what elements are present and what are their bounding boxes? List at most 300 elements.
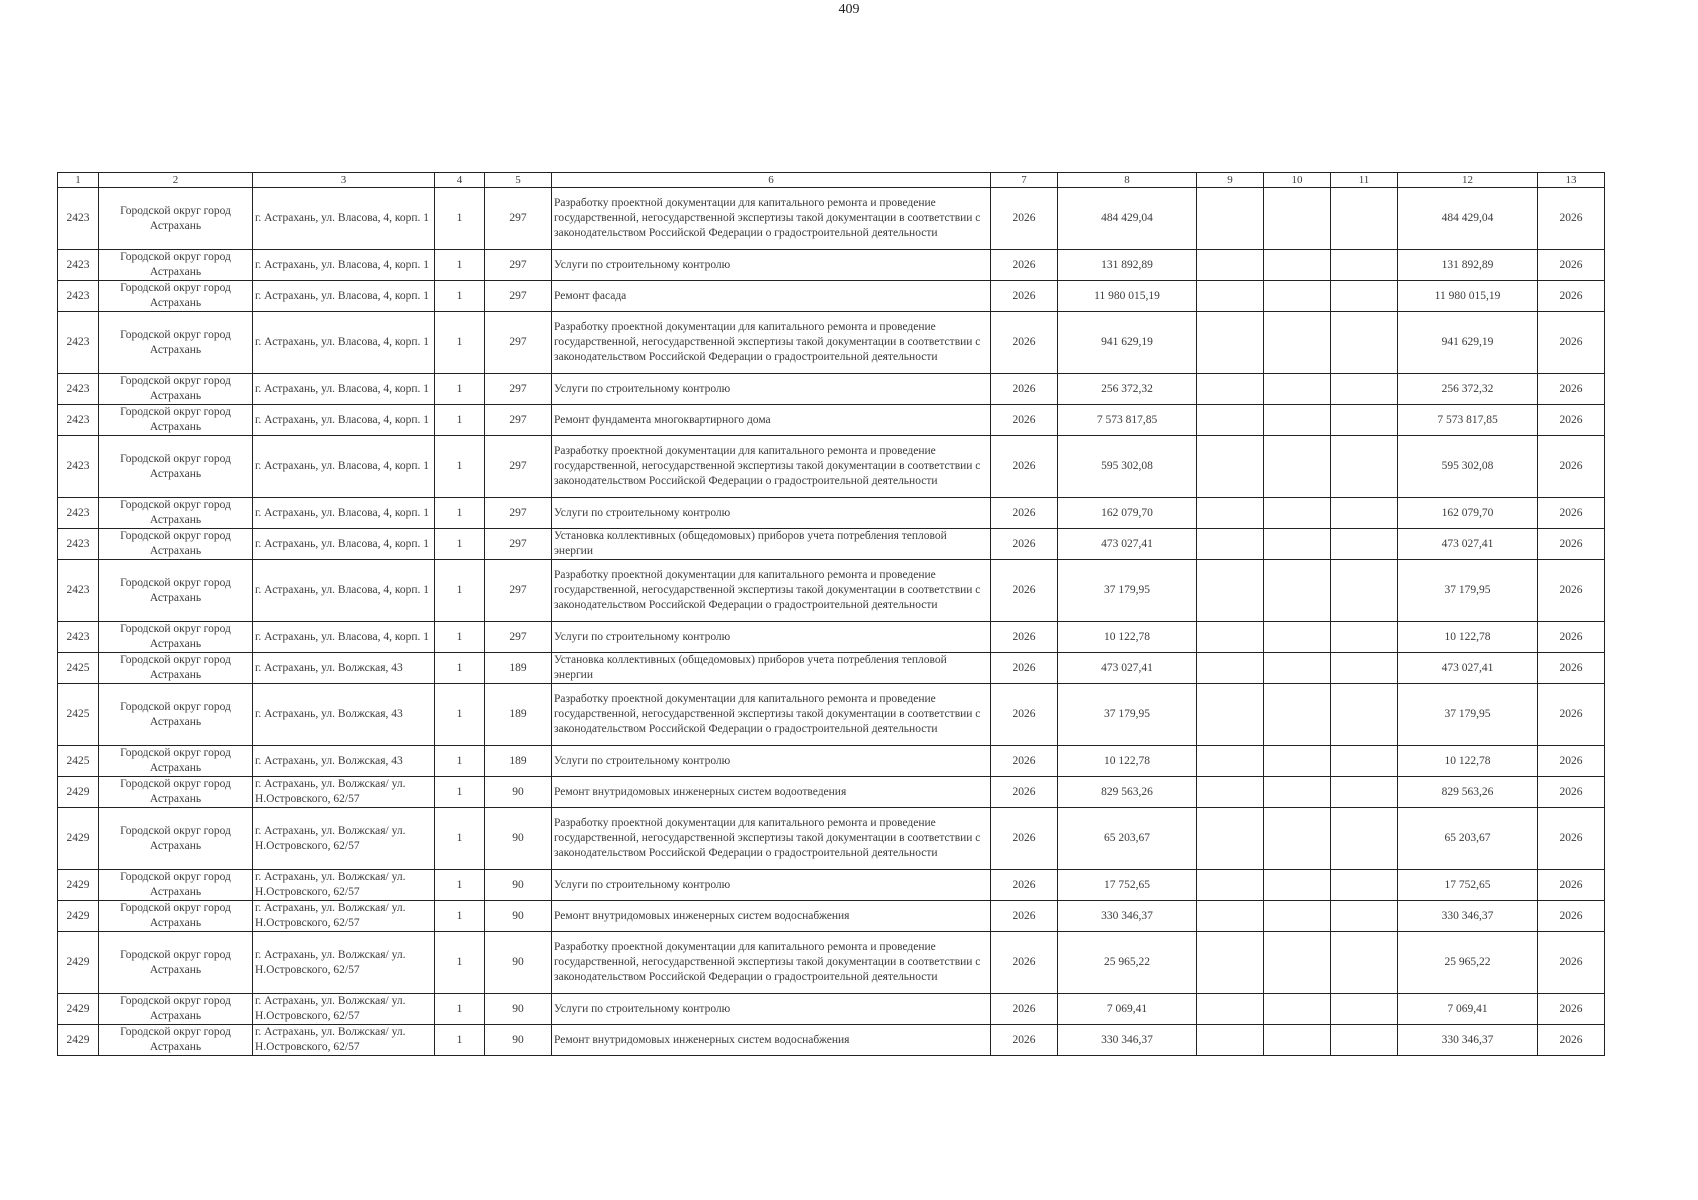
flag-cell: 1 — [435, 932, 485, 994]
year-cell: 2026 — [991, 653, 1058, 684]
col-10-cell — [1264, 374, 1331, 405]
table-row — [58, 994, 1605, 1025]
year-cell: 2026 — [991, 870, 1058, 901]
row-number-cell: 2423 — [58, 436, 99, 498]
col-10-cell — [1264, 808, 1331, 870]
municipality-cell: Городской округ город Астрахань — [99, 436, 253, 498]
work-type-cell: Разработку проектной документации для капитального ремонта и проведение государственной, негосударственной экспертизы такой документации в соответствии с законодательством Российской Федерации о градостроительной деятельности — [552, 808, 991, 870]
count-cell: 297 — [485, 374, 552, 405]
municipality-cell: Городской округ город Астрахань — [99, 870, 253, 901]
col-11-cell — [1331, 529, 1398, 560]
total-cost-cell: 7 069,41 — [1398, 994, 1538, 1025]
total-cost-cell: 162 079,70 — [1398, 498, 1538, 529]
address-cell: г. Астрахань, ул. Власова, 4, корп. 1 — [253, 560, 435, 622]
col-9-cell — [1197, 994, 1264, 1025]
work-type-cell: Ремонт внутридомовых инженерных систем водоснабжения — [552, 901, 991, 932]
completion-year-cell: 2026 — [1538, 684, 1605, 746]
col-11-cell — [1331, 560, 1398, 622]
completion-year-cell: 2026 — [1538, 312, 1605, 374]
col-9-cell — [1197, 777, 1264, 808]
table-row — [58, 870, 1605, 901]
municipality-cell: Городской округ город Астрахань — [99, 405, 253, 436]
col-11-cell — [1331, 188, 1398, 250]
count-cell: 297 — [485, 560, 552, 622]
table-body — [58, 188, 1605, 1056]
col-11-cell — [1331, 1025, 1398, 1056]
municipality-cell: Городской округ город Астрахань — [99, 560, 253, 622]
address-cell: г. Астрахань, ул. Волжская, 43 — [253, 653, 435, 684]
count-cell: 189 — [485, 653, 552, 684]
work-type-cell: Услуги по строительному контролю — [552, 622, 991, 653]
total-cost-cell: 7 573 817,85 — [1398, 405, 1538, 436]
count-cell: 90 — [485, 870, 552, 901]
year-cell: 2026 — [991, 436, 1058, 498]
address-cell: г. Астрахань, ул. Волжская/ ул. Н.Островского, 62/57 — [253, 808, 435, 870]
flag-cell: 1 — [435, 777, 485, 808]
cost-cell: 7 069,41 — [1058, 994, 1197, 1025]
table-header — [58, 173, 1605, 188]
work-type-cell: Разработку проектной документации для капитального ремонта и проведение государственной, негосударственной экспертизы такой документации в соответствии с законодательством Российской Федерации о градостроительной деятельности — [552, 188, 991, 250]
address-cell: г. Астрахань, ул. Власова, 4, корп. 1 — [253, 498, 435, 529]
col-10-cell — [1264, 281, 1331, 312]
row-number-cell: 2423 — [58, 529, 99, 560]
total-cost-cell: 37 179,95 — [1398, 684, 1538, 746]
completion-year-cell: 2026 — [1538, 281, 1605, 312]
year-cell: 2026 — [991, 808, 1058, 870]
cost-cell: 330 346,37 — [1058, 1025, 1197, 1056]
count-cell: 90 — [485, 901, 552, 932]
year-cell: 2026 — [991, 529, 1058, 560]
count-cell: 90 — [485, 777, 552, 808]
flag-cell: 1 — [435, 405, 485, 436]
count-cell: 297 — [485, 188, 552, 250]
flag-cell: 1 — [435, 281, 485, 312]
table-row — [58, 560, 1605, 622]
address-cell: г. Астрахань, ул. Власова, 4, корп. 1 — [253, 529, 435, 560]
cost-cell: 941 629,19 — [1058, 312, 1197, 374]
cost-cell: 484 429,04 — [1058, 188, 1197, 250]
column-header: 12 — [1398, 173, 1538, 188]
column-header: 5 — [485, 173, 552, 188]
completion-year-cell: 2026 — [1538, 653, 1605, 684]
cost-cell: 162 079,70 — [1058, 498, 1197, 529]
work-type-cell: Разработку проектной документации для капитального ремонта и проведение государственной, негосударственной экспертизы такой документации в соответствии с законодательством Российской Федерации о градостроительной деятельности — [552, 560, 991, 622]
address-cell: г. Астрахань, ул. Власова, 4, корп. 1 — [253, 405, 435, 436]
table-row — [58, 188, 1605, 250]
address-cell: г. Астрахань, ул. Волжская/ ул. Н.Островского, 62/57 — [253, 777, 435, 808]
work-type-cell: Разработку проектной документации для капитального ремонта и проведение государственной, негосударственной экспертизы такой документации в соответствии с законодательством Российской Федерации о градостроительной деятельности — [552, 312, 991, 374]
column-header: 11 — [1331, 173, 1398, 188]
completion-year-cell: 2026 — [1538, 622, 1605, 653]
col-9-cell — [1197, 374, 1264, 405]
completion-year-cell: 2026 — [1538, 994, 1605, 1025]
year-cell: 2026 — [991, 932, 1058, 994]
col-11-cell — [1331, 622, 1398, 653]
registry-table — [57, 172, 1605, 1056]
table-row — [58, 498, 1605, 529]
year-cell: 2026 — [991, 498, 1058, 529]
row-number-cell: 2425 — [58, 746, 99, 777]
address-cell: г. Астрахань, ул. Волжская/ ул. Н.Островского, 62/57 — [253, 994, 435, 1025]
address-cell: г. Астрахань, ул. Волжская/ ул. Н.Островского, 62/57 — [253, 870, 435, 901]
cost-cell: 65 203,67 — [1058, 808, 1197, 870]
row-number-cell: 2423 — [58, 281, 99, 312]
total-cost-cell: 829 563,26 — [1398, 777, 1538, 808]
col-9-cell — [1197, 250, 1264, 281]
flag-cell: 1 — [435, 870, 485, 901]
year-cell: 2026 — [991, 777, 1058, 808]
column-header: 10 — [1264, 173, 1331, 188]
row-number-cell: 2429 — [58, 808, 99, 870]
flag-cell: 1 — [435, 994, 485, 1025]
total-cost-cell: 473 027,41 — [1398, 529, 1538, 560]
work-type-cell: Услуги по строительному контролю — [552, 870, 991, 901]
col-11-cell — [1331, 777, 1398, 808]
col-10-cell — [1264, 901, 1331, 932]
table-row — [58, 808, 1605, 870]
address-cell: г. Астрахань, ул. Власова, 4, корп. 1 — [253, 374, 435, 405]
total-cost-cell: 65 203,67 — [1398, 808, 1538, 870]
row-number-cell: 2425 — [58, 684, 99, 746]
year-cell: 2026 — [991, 1025, 1058, 1056]
work-type-cell: Установка коллективных (общедомовых) приборов учета потребления тепловой энергии — [552, 653, 991, 684]
total-cost-cell: 941 629,19 — [1398, 312, 1538, 374]
cost-cell: 473 027,41 — [1058, 653, 1197, 684]
col-10-cell — [1264, 188, 1331, 250]
completion-year-cell: 2026 — [1538, 746, 1605, 777]
cost-cell: 7 573 817,85 — [1058, 405, 1197, 436]
page-number: 409 — [838, 2, 860, 17]
row-number-cell: 2423 — [58, 560, 99, 622]
cost-cell: 256 372,32 — [1058, 374, 1197, 405]
col-11-cell — [1331, 932, 1398, 994]
year-cell: 2026 — [991, 901, 1058, 932]
cost-cell: 10 122,78 — [1058, 622, 1197, 653]
table-row — [58, 374, 1605, 405]
col-9-cell — [1197, 932, 1264, 994]
table-row — [58, 684, 1605, 746]
count-cell: 90 — [485, 1025, 552, 1056]
col-11-cell — [1331, 994, 1398, 1025]
municipality-cell: Городской округ город Астрахань — [99, 250, 253, 281]
flag-cell: 1 — [435, 653, 485, 684]
col-9-cell — [1197, 560, 1264, 622]
col-10-cell — [1264, 622, 1331, 653]
row-number-cell: 2429 — [58, 994, 99, 1025]
cost-cell: 473 027,41 — [1058, 529, 1197, 560]
col-10-cell — [1264, 250, 1331, 281]
row-number-cell: 2423 — [58, 312, 99, 374]
col-10-cell — [1264, 994, 1331, 1025]
flag-cell: 1 — [435, 1025, 485, 1056]
col-11-cell — [1331, 281, 1398, 312]
row-number-cell: 2429 — [58, 1025, 99, 1056]
column-header: 2 — [99, 173, 253, 188]
completion-year-cell: 2026 — [1538, 808, 1605, 870]
municipality-cell: Городской округ город Астрахань — [99, 808, 253, 870]
work-type-cell: Разработку проектной документации для капитального ремонта и проведение государственной, негосударственной экспертизы такой документации в соответствии с законодательством Российской Федерации о градостроительной деятельности — [552, 684, 991, 746]
count-cell: 297 — [485, 405, 552, 436]
address-cell: г. Астрахань, ул. Власова, 4, корп. 1 — [253, 250, 435, 281]
completion-year-cell: 2026 — [1538, 932, 1605, 994]
row-number-cell: 2429 — [58, 932, 99, 994]
row-number-cell: 2423 — [58, 250, 99, 281]
municipality-cell: Городской округ город Астрахань — [99, 932, 253, 994]
year-cell: 2026 — [991, 188, 1058, 250]
col-9-cell — [1197, 808, 1264, 870]
municipality-cell: Городской округ город Астрахань — [99, 684, 253, 746]
count-cell: 297 — [485, 498, 552, 529]
completion-year-cell: 2026 — [1538, 250, 1605, 281]
cost-cell: 330 346,37 — [1058, 901, 1197, 932]
row-number-cell: 2423 — [58, 374, 99, 405]
flag-cell: 1 — [435, 560, 485, 622]
cost-cell: 829 563,26 — [1058, 777, 1197, 808]
row-number-cell: 2423 — [58, 405, 99, 436]
completion-year-cell: 2026 — [1538, 901, 1605, 932]
flag-cell: 1 — [435, 746, 485, 777]
row-number-cell: 2429 — [58, 777, 99, 808]
cost-cell: 131 892,89 — [1058, 250, 1197, 281]
address-cell: г. Астрахань, ул. Волжская, 43 — [253, 746, 435, 777]
header-row — [58, 173, 1605, 188]
col-11-cell — [1331, 746, 1398, 777]
col-10-cell — [1264, 653, 1331, 684]
year-cell: 2026 — [991, 250, 1058, 281]
completion-year-cell: 2026 — [1538, 405, 1605, 436]
col-9-cell — [1197, 436, 1264, 498]
work-type-cell: Разработку проектной документации для капитального ремонта и проведение государственной, негосударственной экспертизы такой документации в соответствии с законодательством Российской Федерации о градостроительной деятельности — [552, 436, 991, 498]
address-cell: г. Астрахань, ул. Власова, 4, корп. 1 — [253, 188, 435, 250]
work-type-cell: Услуги по строительному контролю — [552, 994, 991, 1025]
table-row — [58, 1025, 1605, 1056]
flag-cell: 1 — [435, 436, 485, 498]
municipality-cell: Городской округ город Астрахань — [99, 994, 253, 1025]
address-cell: г. Астрахань, ул. Власова, 4, корп. 1 — [253, 436, 435, 498]
row-number-cell: 2423 — [58, 622, 99, 653]
municipality-cell: Городской округ город Астрахань — [99, 746, 253, 777]
work-type-cell: Услуги по строительному контролю — [552, 746, 991, 777]
flag-cell: 1 — [435, 684, 485, 746]
completion-year-cell: 2026 — [1538, 498, 1605, 529]
total-cost-cell: 37 179,95 — [1398, 560, 1538, 622]
address-cell: г. Астрахань, ул. Волжская, 43 — [253, 684, 435, 746]
col-10-cell — [1264, 1025, 1331, 1056]
total-cost-cell: 17 752,65 — [1398, 870, 1538, 901]
cost-cell: 37 179,95 — [1058, 684, 1197, 746]
work-type-cell: Ремонт фасада — [552, 281, 991, 312]
completion-year-cell: 2026 — [1538, 560, 1605, 622]
col-10-cell — [1264, 405, 1331, 436]
count-cell: 189 — [485, 746, 552, 777]
year-cell: 2026 — [991, 622, 1058, 653]
municipality-cell: Городской округ город Астрахань — [99, 312, 253, 374]
work-type-cell: Услуги по строительному контролю — [552, 374, 991, 405]
col-9-cell — [1197, 188, 1264, 250]
col-9-cell — [1197, 653, 1264, 684]
col-10-cell — [1264, 777, 1331, 808]
flag-cell: 1 — [435, 250, 485, 281]
municipality-cell: Городской округ город Астрахань — [99, 1025, 253, 1056]
municipality-cell: Городской округ город Астрахань — [99, 901, 253, 932]
year-cell: 2026 — [991, 312, 1058, 374]
row-number-cell: 2429 — [58, 901, 99, 932]
col-10-cell — [1264, 746, 1331, 777]
flag-cell: 1 — [435, 188, 485, 250]
total-cost-cell: 330 346,37 — [1398, 1025, 1538, 1056]
work-type-cell: Ремонт фундамента многоквартирного дома — [552, 405, 991, 436]
table-row — [58, 529, 1605, 560]
completion-year-cell: 2026 — [1538, 870, 1605, 901]
total-cost-cell: 10 122,78 — [1398, 746, 1538, 777]
row-number-cell: 2429 — [58, 870, 99, 901]
count-cell: 90 — [485, 994, 552, 1025]
col-11-cell — [1331, 870, 1398, 901]
cost-cell: 595 302,08 — [1058, 436, 1197, 498]
work-type-cell: Ремонт внутридомовых инженерных систем водоотведения — [552, 777, 991, 808]
address-cell: г. Астрахань, ул. Власова, 4, корп. 1 — [253, 622, 435, 653]
completion-year-cell: 2026 — [1538, 188, 1605, 250]
completion-year-cell: 2026 — [1538, 1025, 1605, 1056]
year-cell: 2026 — [991, 374, 1058, 405]
total-cost-cell: 25 965,22 — [1398, 932, 1538, 994]
year-cell: 2026 — [991, 746, 1058, 777]
table-row — [58, 653, 1605, 684]
col-11-cell — [1331, 653, 1398, 684]
municipality-cell: Городской округ город Астрахань — [99, 529, 253, 560]
address-cell: г. Астрахань, ул. Власова, 4, корп. 1 — [253, 312, 435, 374]
cost-cell: 17 752,65 — [1058, 870, 1197, 901]
municipality-cell: Городской округ город Астрахань — [99, 188, 253, 250]
col-9-cell — [1197, 684, 1264, 746]
table-row — [58, 622, 1605, 653]
total-cost-cell: 131 892,89 — [1398, 250, 1538, 281]
work-type-cell: Услуги по строительному контролю — [552, 250, 991, 281]
col-9-cell — [1197, 622, 1264, 653]
col-9-cell — [1197, 281, 1264, 312]
year-cell: 2026 — [991, 405, 1058, 436]
table-row — [58, 777, 1605, 808]
table-row — [58, 746, 1605, 777]
table-row — [58, 281, 1605, 312]
table-row — [58, 932, 1605, 994]
col-9-cell — [1197, 901, 1264, 932]
col-10-cell — [1264, 684, 1331, 746]
column-header: 9 — [1197, 173, 1264, 188]
column-header: 8 — [1058, 173, 1197, 188]
table-row — [58, 436, 1605, 498]
col-11-cell — [1331, 436, 1398, 498]
column-header: 13 — [1538, 173, 1605, 188]
total-cost-cell: 10 122,78 — [1398, 622, 1538, 653]
address-cell: г. Астрахань, ул. Волжская/ ул. Н.Островского, 62/57 — [253, 1025, 435, 1056]
col-9-cell — [1197, 1025, 1264, 1056]
col-9-cell — [1197, 746, 1264, 777]
count-cell: 90 — [485, 808, 552, 870]
address-cell: г. Астрахань, ул. Волжская/ ул. Н.Островского, 62/57 — [253, 901, 435, 932]
count-cell: 297 — [485, 250, 552, 281]
col-9-cell — [1197, 498, 1264, 529]
work-type-cell: Услуги по строительному контролю — [552, 498, 991, 529]
flag-cell: 1 — [435, 529, 485, 560]
municipality-cell: Городской округ город Астрахань — [99, 281, 253, 312]
col-9-cell — [1197, 529, 1264, 560]
col-9-cell — [1197, 870, 1264, 901]
total-cost-cell: 473 027,41 — [1398, 653, 1538, 684]
total-cost-cell: 256 372,32 — [1398, 374, 1538, 405]
completion-year-cell: 2026 — [1538, 529, 1605, 560]
col-11-cell — [1331, 684, 1398, 746]
address-cell: г. Астрахань, ул. Власова, 4, корп. 1 — [253, 281, 435, 312]
count-cell: 189 — [485, 684, 552, 746]
count-cell: 297 — [485, 622, 552, 653]
flag-cell: 1 — [435, 374, 485, 405]
year-cell: 2026 — [991, 994, 1058, 1025]
work-type-cell: Ремонт внутридомовых инженерных систем водоснабжения — [552, 1025, 991, 1056]
col-11-cell — [1331, 250, 1398, 281]
col-11-cell — [1331, 405, 1398, 436]
table-row — [58, 901, 1605, 932]
table-row — [58, 405, 1605, 436]
col-11-cell — [1331, 901, 1398, 932]
col-10-cell — [1264, 312, 1331, 374]
row-number-cell: 2423 — [58, 188, 99, 250]
municipality-cell: Городской округ город Астрахань — [99, 498, 253, 529]
address-cell: г. Астрахань, ул. Волжская/ ул. Н.Островского, 62/57 — [253, 932, 435, 994]
column-header: 6 — [552, 173, 991, 188]
completion-year-cell: 2026 — [1538, 374, 1605, 405]
cost-cell: 37 179,95 — [1058, 560, 1197, 622]
col-10-cell — [1264, 529, 1331, 560]
col-10-cell — [1264, 870, 1331, 901]
col-10-cell — [1264, 932, 1331, 994]
col-10-cell — [1264, 498, 1331, 529]
cost-cell: 10 122,78 — [1058, 746, 1197, 777]
work-type-cell: Установка коллективных (общедомовых) приборов учета потребления тепловой энергии — [552, 529, 991, 560]
flag-cell: 1 — [435, 622, 485, 653]
col-10-cell — [1264, 560, 1331, 622]
total-cost-cell: 330 346,37 — [1398, 901, 1538, 932]
completion-year-cell: 2026 — [1538, 777, 1605, 808]
col-11-cell — [1331, 498, 1398, 529]
col-9-cell — [1197, 312, 1264, 374]
col-11-cell — [1331, 374, 1398, 405]
total-cost-cell: 11 980 015,19 — [1398, 281, 1538, 312]
row-number-cell: 2425 — [58, 653, 99, 684]
municipality-cell: Городской округ город Астрахань — [99, 374, 253, 405]
column-header: 1 — [58, 173, 99, 188]
column-header: 4 — [435, 173, 485, 188]
count-cell: 297 — [485, 529, 552, 560]
flag-cell: 1 — [435, 312, 485, 374]
row-number-cell: 2423 — [58, 498, 99, 529]
completion-year-cell: 2026 — [1538, 436, 1605, 498]
count-cell: 90 — [485, 932, 552, 994]
year-cell: 2026 — [991, 281, 1058, 312]
flag-cell: 1 — [435, 498, 485, 529]
table-row — [58, 250, 1605, 281]
flag-cell: 1 — [435, 901, 485, 932]
municipality-cell: Городской округ город Астрахань — [99, 622, 253, 653]
municipality-cell: Городской округ город Астрахань — [99, 777, 253, 808]
flag-cell: 1 — [435, 808, 485, 870]
table-row — [58, 312, 1605, 374]
cost-cell: 11 980 015,19 — [1058, 281, 1197, 312]
column-header: 3 — [253, 173, 435, 188]
year-cell: 2026 — [991, 560, 1058, 622]
col-11-cell — [1331, 808, 1398, 870]
municipality-cell: Городской округ город Астрахань — [99, 653, 253, 684]
